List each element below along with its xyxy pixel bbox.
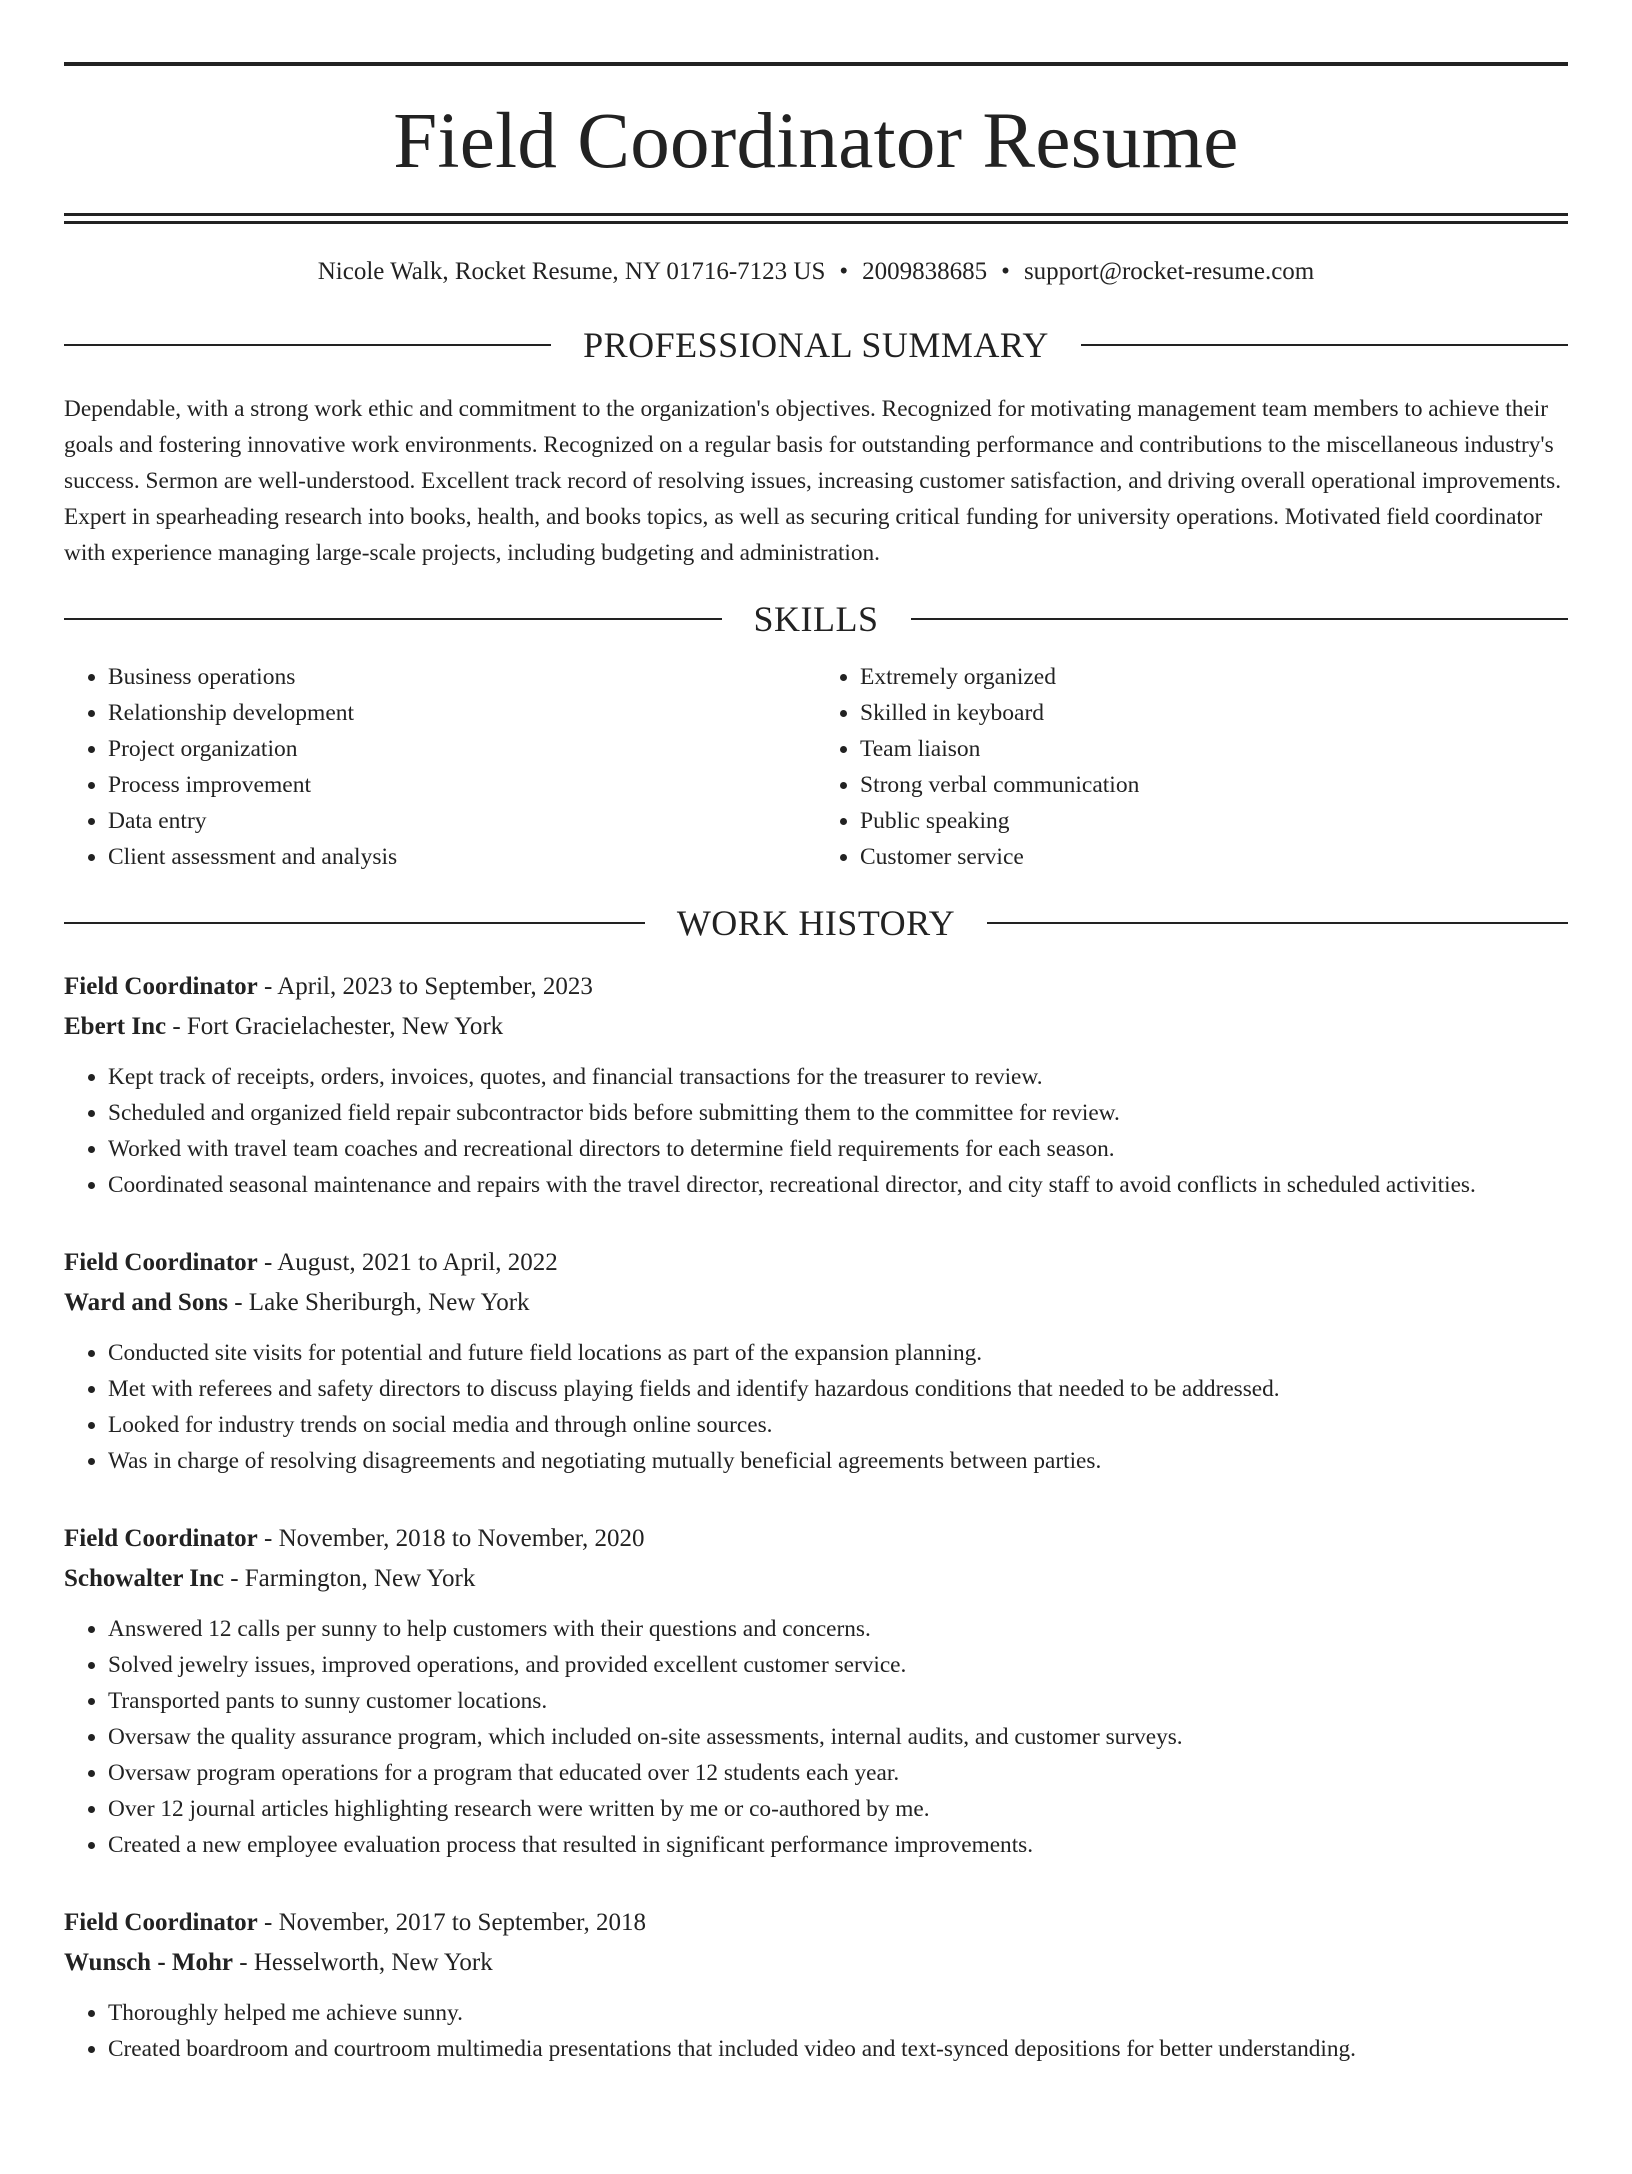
job-title-line bbox=[64, 967, 1568, 1007]
job-bullet: • Solved jewelry issues, improved operations, and provided excellent customer service. bbox=[108, 1647, 1568, 1683]
work-section-header bbox=[64, 905, 1568, 941]
job-location: - Fort Gracielachester, New York bbox=[166, 1013, 504, 1040]
job-bullet: • Kept track of receipts, orders, invoices, quotes, and financial transactions for the treasurer to review. bbox=[108, 1059, 1568, 1095]
job-company-line bbox=[64, 1007, 1568, 1047]
skill-item: • Extremely organized bbox=[860, 659, 1568, 695]
job-company-line bbox=[64, 1943, 1568, 1983]
divider-line bbox=[911, 618, 1569, 620]
job-title: Field Coordinator bbox=[64, 1909, 258, 1936]
job-bullet: • Answered 12 calls per sunny to help customers with their questions and concerns. bbox=[108, 1611, 1568, 1647]
skill-item: • Client assessment and analysis bbox=[108, 839, 816, 875]
skill-item: • Team liaison bbox=[860, 731, 1568, 767]
job-location: - Lake Sheriburgh, New York bbox=[227, 1289, 530, 1316]
job-bullet: • Met with referees and safety directors to discuss playing fields and identify hazardous conditions that needed to be addressed. bbox=[108, 1371, 1568, 1407]
job-company: Ward and Sons bbox=[64, 1289, 228, 1316]
job-company-line bbox=[64, 1559, 1568, 1599]
summary-heading: PROFESSIONAL SUMMARY bbox=[583, 325, 1049, 365]
title-double-rule bbox=[64, 213, 1568, 224]
job-dates: - April, 2023 to September, 2023 bbox=[257, 973, 593, 1000]
contact-separator: • bbox=[839, 258, 849, 285]
skill-item: • Public speaking bbox=[860, 803, 1568, 839]
job-dates: - November, 2017 to September, 2018 bbox=[257, 1909, 646, 1936]
resume-title: Field Coordinator Resume bbox=[393, 98, 1239, 185]
job-title: Field Coordinator bbox=[64, 1525, 258, 1552]
job-location: - Hesselworth, New York bbox=[233, 1949, 493, 1976]
job-entry bbox=[64, 967, 1568, 1203]
job-bullet: • Scheduled and organized field repair subcontractor bids before submitting them to the committee for review. bbox=[108, 1095, 1568, 1131]
job-company: Schowalter Inc bbox=[64, 1565, 224, 1592]
skills-columns bbox=[64, 659, 1568, 875]
job-title-line bbox=[64, 1243, 1568, 1283]
job-bullet: • Conducted site visits for potential and future field locations as part of the expansion planning. bbox=[108, 1335, 1568, 1371]
skill-item: • Process improvement bbox=[108, 767, 816, 803]
job-bullets bbox=[64, 1059, 1568, 1203]
job-title: Field Coordinator bbox=[64, 1249, 258, 1276]
skill-item: • Skilled in keyboard bbox=[860, 695, 1568, 731]
job-bullet: • Looked for industry trends on social media and through online sources. bbox=[108, 1407, 1568, 1443]
job-bullet: • Thoroughly helped me achieve sunny. bbox=[108, 1995, 1568, 2031]
job-bullets bbox=[64, 1335, 1568, 1479]
top-rule bbox=[64, 62, 1568, 66]
job-title-line bbox=[64, 1519, 1568, 1559]
job-bullet: • Coordinated seasonal maintenance and repairs with the travel director, recreational director, and city staff to avoid conflicts in scheduled activities. bbox=[108, 1167, 1568, 1203]
contact-address: Nicole Walk, Rocket Resume, NY 01716-7123 US bbox=[317, 258, 826, 285]
job-entry bbox=[64, 1519, 1568, 1863]
divider-line bbox=[64, 344, 551, 346]
divider-line bbox=[987, 922, 1568, 924]
contact-email: support@rocket-resume.com bbox=[1023, 258, 1315, 285]
job-company: Wunsch - Mohr bbox=[64, 1949, 234, 1976]
job-company: Ebert Inc bbox=[64, 1013, 167, 1040]
job-bullet: • Worked with travel team coaches and recreational directors to determine field requirements for each season. bbox=[108, 1131, 1568, 1167]
skills-list-left bbox=[64, 659, 816, 875]
skill-item: • Relationship development bbox=[108, 695, 816, 731]
job-dates: - August, 2021 to April, 2022 bbox=[257, 1249, 558, 1276]
skill-item: • Customer service bbox=[860, 839, 1568, 875]
skills-heading: SKILLS bbox=[753, 599, 879, 639]
contact-line bbox=[64, 257, 1568, 287]
work-heading: WORK HISTORY bbox=[676, 903, 956, 943]
job-dates: - November, 2018 to November, 2020 bbox=[257, 1525, 645, 1552]
job-title: Field Coordinator bbox=[64, 973, 258, 1000]
contact-phone: 2009838685 bbox=[862, 258, 988, 285]
divider-line bbox=[64, 618, 722, 620]
job-bullet: • Over 12 journal articles highlighting research were written by me or co-authored by me. bbox=[108, 1791, 1568, 1827]
job-title-line bbox=[64, 1903, 1568, 1943]
job-bullets bbox=[64, 1611, 1568, 1863]
job-bullet: • Was in charge of resolving disagreements and negotiating mutually beneficial agreements between parties. bbox=[108, 1443, 1568, 1479]
divider-line bbox=[64, 922, 645, 924]
job-entry bbox=[64, 1243, 1568, 1479]
job-company-line bbox=[64, 1283, 1568, 1323]
job-bullet: • Oversaw program operations for a program that educated over 12 students each year. bbox=[108, 1755, 1568, 1791]
job-location: - Farmington, New York bbox=[223, 1565, 476, 1592]
job-entry bbox=[64, 1903, 1568, 2067]
skill-item: • Project organization bbox=[108, 731, 816, 767]
divider-line bbox=[1081, 344, 1568, 346]
skill-item: • Business operations bbox=[108, 659, 816, 695]
resume-page bbox=[0, 62, 1632, 2174]
summary-section-header bbox=[64, 327, 1568, 363]
job-bullet: • Transported pants to sunny customer locations. bbox=[108, 1683, 1568, 1719]
skills-section-header bbox=[64, 601, 1568, 637]
job-bullet: • Created a new employee evaluation process that resulted in significant performance improvements. bbox=[108, 1827, 1568, 1863]
skill-item: • Data entry bbox=[108, 803, 816, 839]
job-bullet: • Oversaw the quality assurance program, which included on-site assessments, internal audits, and customer surveys. bbox=[108, 1719, 1568, 1755]
job-bullet: • Created boardroom and courtroom multimedia presentations that included video and text-synced depositions for better understanding. bbox=[108, 2031, 1568, 2067]
summary-text: Dependable, with a strong work ethic and commitment to the organization's objectives. Recognized for motivating management team members to achieve their goals and fostering innovative work environments. Recognized on a regular basis for outstanding performance and contributions to the miscellaneous industry's success. Sermon are well-understood. Excellent track record of resolving issues, increasing customer satisfaction, and driving overall operational improvements. Expert in spearheading research into books, health, and books topics, as well as securing critical funding for university operations. Motivated field coordinator with experience managing large-scale projects, including budgeting and administration. bbox=[64, 396, 1562, 566]
skill-item: • Strong verbal communication bbox=[860, 767, 1568, 803]
job-bullets bbox=[64, 1995, 1568, 2067]
contact-separator: • bbox=[1001, 258, 1010, 285]
skills-list-right bbox=[816, 659, 1568, 875]
